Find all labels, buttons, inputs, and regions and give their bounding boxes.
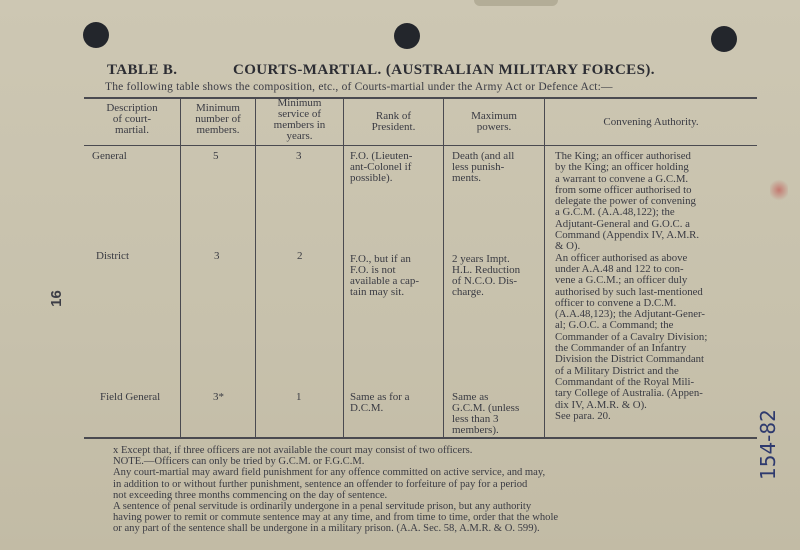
convening-authority-text: The King; an officer authorised by the King; an officer holding a warrant to convene a G.C.M. from some officer authorised to delegate the power of convening a G.C.M. (A.A.48,122); the Adjutant-General and G.O.C. a Command (Appendix IV, A.M.R. & O). An officer authorised as above under A.A.48 and 122 to con- vene a G.C.M.; an officer duly authorised by such last-mentioned officer to convene a D.C.M. (A.A.48,123); the Adjutant-Gener- al; G.O.C. a Command; the Commander of a Cavalry Division; the Commander of an Infantry Division the District Commandant of a Military District and the Commandant of the Royal Mili- tary College of Australia. (Appen- dix IV, A.M.R. & O). See para. 20.: [555, 150, 708, 422]
row-general-powers: Death (and all less punish- ments.: [452, 150, 515, 184]
page-number: 16: [47, 290, 65, 307]
row-field-general-powers: Same as G.C.M. (unless less than 3 members).: [452, 391, 520, 436]
footnotes: x Except that, if three officers are not available the court may consist of two officers. NOTE.—Officers can only be tried by G.C.M. or F.G.C.M. Any court-martial may award field punishment for any offence committed on active service, and may, in addition to or without further punishment, sentence an offender to forfeiture of pay for a period not exceeding three months commencing on the day of sentence. A sentence of penal servitude is ordinarily undergone in a penal servitude prison, but any authority having power to remit or commute sentence may at any time, and from time to time, order that the whole or any part of the sentence shall be undergone in a military prison. (A.A. Sec. 58, A.M.R. & O. 599).: [113, 445, 559, 535]
column-divider-5: [544, 97, 545, 437]
ink-stain: [770, 178, 788, 202]
handwritten-note: 154-82: [756, 409, 780, 480]
row-field-general-members: 3*: [213, 391, 224, 403]
column-divider-4: [443, 97, 444, 437]
header-convening: Convening Authority.: [603, 116, 699, 128]
table-label: TABLE B.: [107, 62, 178, 78]
table-heading: [107, 62, 655, 79]
binder-hole-right: [711, 26, 737, 52]
row-general-service: 3: [296, 150, 302, 162]
column-divider-2: [255, 97, 256, 437]
binder-hole-center: [394, 23, 420, 49]
row-general-members: 5: [213, 150, 219, 162]
row-field-general-description: Field General: [100, 391, 161, 403]
row-general-rank: F.O. (Lieuten- ant-Colonel if possible).: [350, 150, 413, 184]
table-intro: The following table shows the composition, etc., of Courts-martial under the Army Act or Defence Act:—: [105, 81, 613, 93]
row-district-members: 3: [214, 250, 220, 262]
table-bottom-rule: [84, 437, 757, 439]
row-district-rank: F.O., but if an F.O. is not available a cap- tain may sit.: [350, 253, 420, 298]
row-district-description: District: [96, 250, 129, 262]
header-min-service: Minimum service of members in years.: [273, 97, 326, 142]
page-tab-notch: [474, 0, 558, 6]
column-divider-1: [180, 97, 181, 437]
row-general-description: General: [92, 150, 127, 162]
header-bottom-rule: [84, 145, 757, 146]
header-description: Description of court- martial.: [106, 102, 158, 136]
table-title: COURTS-MARTIAL. (AUSTRALIAN MILITARY FORCES).: [233, 62, 655, 78]
row-field-general-service: 1: [296, 391, 302, 403]
row-district-service: 2: [297, 250, 303, 262]
row-field-general-rank: Same as for a D.C.M.: [350, 391, 410, 414]
table-top-rule: [84, 97, 757, 99]
header-min-members: Minimum number of members.: [195, 102, 241, 136]
row-district-powers: 2 years Impt. H.L. Reduction of N.C.O. Dis- charge.: [452, 253, 521, 298]
binder-hole-left: [83, 22, 109, 48]
column-divider-3: [343, 97, 344, 437]
header-powers: Maximum powers.: [471, 110, 517, 133]
header-rank: Rank of President.: [371, 110, 416, 133]
